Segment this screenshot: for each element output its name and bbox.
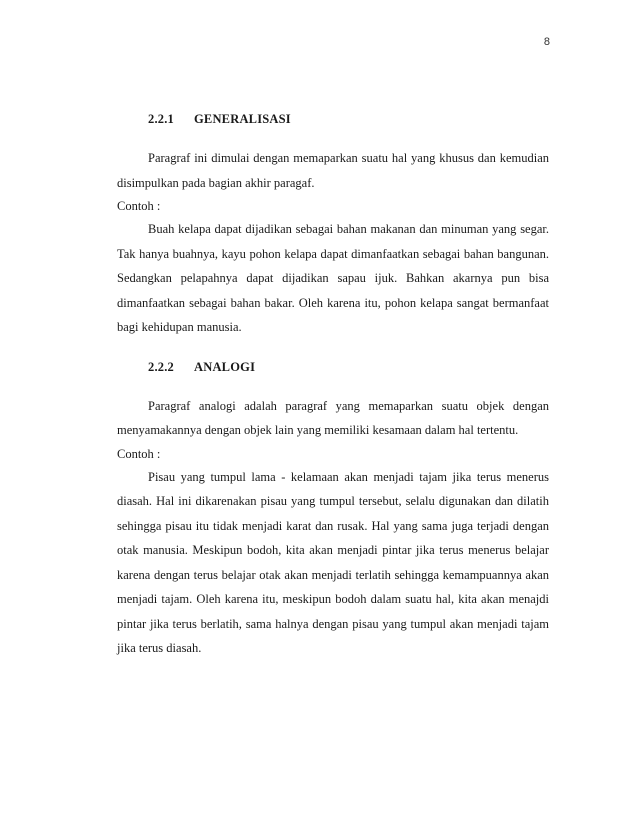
section-analogi — [117, 360, 549, 661]
section-title: ANALOGI — [194, 359, 256, 374]
page-number: 8 — [543, 36, 550, 48]
section-number: 2.2.1 — [148, 112, 174, 126]
definition-paragraph: Paragraf analogi adalah paragraf yang memaparkan suatu objek dengan menyamakannya dengan objek lain yang memiliki kesamaan dalam hal tertentu. — [117, 398, 549, 437]
section-number: 2.2.2 — [148, 359, 174, 374]
section-heading — [117, 112, 549, 127]
definition-paragraph: Paragraf ini dimulai dengan memaparkan suatu hal yang khusus dan kemudian disimpulkan pada bagian akhir paragaf. — [117, 151, 549, 190]
example-paragraph: Pisau yang tumpul lama - kelamaan akan menjadi tajam jika terus menerus diasah. Hal ini dikarenakan pisau yang tumpul tersebut, selalu digunakan dan dilatih sehingga pisau itu tidak menjadi karat dan rusak. Hal yang sama juga terjadi dengan otak manusia. Meskipun bodoh, kita akan menjadi pintar jika terus menerus belajar karena dengan terus belajar otak akan menjadi terlatih sehingga kemampuannya akan menjadi tajam. Oleh karena itu, meskipun bodoh dalam suatu hal, kita akan menajdi pintar jika terus berlatih, sama halnya dengan pisau yang tumpul akan menjadi tajam jika terus diasah. — [117, 469, 549, 655]
example-paragraph: Buah kelapa dapat dijadikan sebagai bahan makanan dan minuman yang segar. Tak hanya buahnya, kayu pohon kelapa dapat dimanfaatkan sebagai bahan bangunan. Sedangkan pelapahnya dapat dijadikan sapau ijuk. Bahkan akarnya pun bisa dimanfaatkan sebagai bahan bakar. Oleh karena itu, pohon kelapa sangat bermanfaat bagi kehidupan manusia. — [117, 222, 549, 334]
section-title: GENERALISASI — [194, 112, 291, 126]
section-generalisasi — [117, 112, 549, 340]
example-label: Contoh : — [117, 446, 161, 461]
section-heading — [117, 360, 549, 375]
page-content — [117, 112, 549, 661]
example-label: Contoh : — [117, 199, 161, 213]
